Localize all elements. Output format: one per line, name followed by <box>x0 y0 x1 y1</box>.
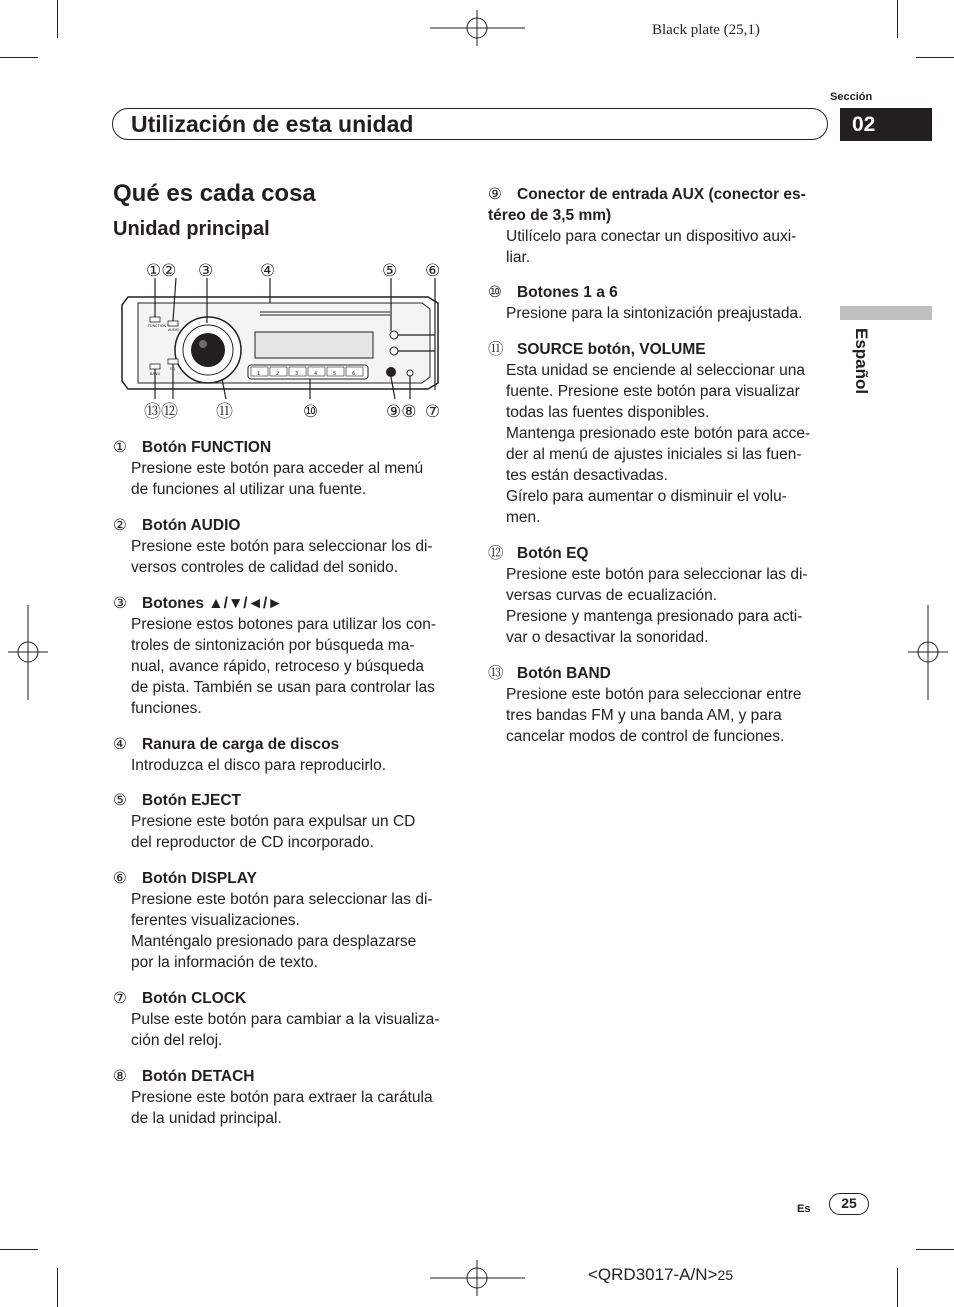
registration-mark-right <box>908 605 948 700</box>
entry-title: Botón FUNCTION <box>142 439 272 456</box>
entry-number: ⑧ <box>113 1068 127 1085</box>
entry-eject <box>113 790 458 853</box>
callout-4: ④ <box>260 261 276 281</box>
preset-label: 2 <box>276 371 280 377</box>
callout-10: ⑩ <box>303 402 319 422</box>
section-label: Sección <box>830 91 873 103</box>
entry-number: ⑨ <box>488 186 502 203</box>
entry-presets <box>488 282 833 324</box>
preset-label: 4 <box>314 371 318 377</box>
display-button <box>390 347 398 355</box>
entry-title: Ranura de carga de discos <box>142 736 340 753</box>
document-code-text: <QRD3017-A/N> <box>588 1265 718 1284</box>
entry-number: ⑥ <box>113 870 127 887</box>
language-tab <box>840 306 932 320</box>
panel-label-audio: AUDIO <box>168 328 180 332</box>
crop-mark <box>57 0 58 38</box>
entry-function <box>113 437 458 500</box>
page-subtitle: Unidad principal <box>113 218 270 240</box>
entry-display <box>113 868 458 973</box>
callout-9-8: ⑨⑧ <box>386 402 417 422</box>
entry-number: ⑦ <box>113 990 127 1007</box>
callout-1-2: ①② <box>146 261 177 281</box>
entry-band <box>488 663 833 747</box>
entry-body: Presione este botón para acceder al menú de funciones al utilizar una fuente. <box>131 460 424 498</box>
callout-7: ⑦ <box>425 402 441 422</box>
document-code <box>588 1265 733 1285</box>
preset-label: 5 <box>333 371 337 377</box>
entry-number: ④ <box>113 736 127 753</box>
eject-button <box>390 331 398 339</box>
entry-disc-slot <box>113 734 458 776</box>
registration-mark-left <box>8 605 48 700</box>
crop-mark <box>916 1249 954 1250</box>
entry-title: Botón BAND <box>517 665 611 682</box>
entry-body: Presione estos botones para utilizar los con- troles de sintonización por búsqueda ma- nual, avance rápido, retroceso y búsqueda de pista. También se usan para controlar las funciones. <box>131 616 436 717</box>
callout-11: ⑪ <box>216 402 233 422</box>
function-button <box>150 317 160 322</box>
entry-title: Botones ▲/▼/◄/► <box>142 595 283 612</box>
volume-knob <box>175 317 241 383</box>
entry-title: Botón DISPLAY <box>142 870 257 887</box>
crop-mark <box>897 1268 898 1307</box>
entry-number: ⑪ <box>488 341 504 358</box>
entry-eq <box>488 543 833 648</box>
entry-number: ⑤ <box>113 792 127 809</box>
crop-mark <box>0 1249 38 1250</box>
callout-3: ③ <box>198 261 214 281</box>
callout-13-12: ⑬⑫ <box>144 402 178 422</box>
language-label: Español <box>852 328 871 395</box>
entry-number: ② <box>113 517 127 534</box>
entry-audio <box>113 515 458 578</box>
entry-body: Presione este botón para extraer la carátula de la unidad principal. <box>131 1089 433 1127</box>
crop-mark <box>897 0 898 38</box>
panel-label-band: BAND <box>150 372 161 376</box>
entry-body: Esta unidad se enciende al seleccionar una fuente. Presione este botón para visualizar todas las fuentes disponibles. Mantenga presionado este botón para acce- der al menú de ajustes iniciales si las fuen- tes están desactivadas. Gírelo para aumentar o disminuir el volu- men. <box>506 362 811 526</box>
crop-mark <box>57 1268 58 1307</box>
callout-6: ⑥ <box>425 261 441 281</box>
eq-button <box>168 359 178 364</box>
section-number: 02 <box>840 108 932 141</box>
crop-mark <box>0 57 38 58</box>
head-unit-figure <box>110 255 460 425</box>
entry-number: ⑫ <box>488 545 504 562</box>
entry-aux <box>488 184 833 268</box>
crop-mark <box>916 57 954 58</box>
entry-title: Botón AUDIO <box>142 517 241 534</box>
detach-button <box>407 370 413 376</box>
entry-body: Presione este botón para seleccionar las di- versas curvas de ecualización. Presione y mantenga presionado para acti- var o desactivar la sonoridad. <box>506 566 808 646</box>
entry-source-volume <box>488 339 833 528</box>
entry-clock <box>113 988 458 1051</box>
registration-mark-top <box>430 10 525 46</box>
entry-body: Presione este botón para seleccionar entre tres bandas FM y una banda AM, y para cancelar modos de control de funciones. <box>506 686 802 745</box>
entry-body: Utilícelo para conectar un dispositivo auxi- liar. <box>506 228 797 266</box>
entry-arrow-buttons <box>113 593 458 719</box>
entry-title: Botones 1 a 6 <box>517 284 618 301</box>
entry-title: Botón EQ <box>517 545 589 562</box>
entry-body: Presione este botón para seleccionar los di- versos controles de calidad del sonido. <box>131 538 433 576</box>
preset-label: 3 <box>295 371 299 377</box>
entry-body: Presione para la sintonización preajustada. <box>506 305 803 322</box>
entry-title-cont: téreo de 3,5 mm) <box>488 207 612 224</box>
entry-number: ③ <box>113 595 127 612</box>
footer-language: Es <box>797 1203 811 1215</box>
preset-label: 6 <box>352 371 356 377</box>
entry-number: ⑩ <box>488 284 502 301</box>
entry-body: Presione este botón para expulsar un CD del reproductor de CD incorporado. <box>131 813 416 851</box>
plate-label: Black plate (25,1) <box>652 22 760 38</box>
header-title: Utilización de esta unidad <box>131 111 414 137</box>
preset-label: 1 <box>257 371 261 377</box>
document-code-page: 25 <box>717 1267 734 1283</box>
entry-title: SOURCE botón, VOLUME <box>517 341 706 358</box>
page-number: 25 <box>829 1193 869 1215</box>
entry-body: Pulse este botón para cambiar a la visualiza- ción del reloj. <box>131 1011 440 1049</box>
audio-button <box>168 321 178 326</box>
preset-buttons <box>248 365 368 379</box>
entry-title: Conector de entrada AUX (conector es- <box>517 186 806 203</box>
panel-label-eq: EQ <box>170 367 175 371</box>
aux-jack <box>386 367 396 377</box>
entry-title: Botón DETACH <box>142 1068 255 1085</box>
entry-title: Botón CLOCK <box>142 990 247 1007</box>
entry-title: Botón EJECT <box>142 792 242 809</box>
entry-body: Presione este botón para seleccionar las di- ferentes visualizaciones. Manténgalo presionado para desplazarse por la información de texto. <box>131 891 433 971</box>
entry-number: ⑬ <box>488 665 504 682</box>
page-title: Qué es cada cosa <box>113 180 316 207</box>
callout-5: ⑤ <box>382 261 398 281</box>
registration-mark-bottom <box>430 1260 525 1296</box>
entry-detach <box>113 1066 458 1129</box>
entry-body: Introduzca el disco para reproducirlo. <box>131 757 387 774</box>
entry-number: ① <box>113 439 127 456</box>
panel-label-function: FUNCTION <box>148 324 167 328</box>
band-button <box>150 364 160 369</box>
